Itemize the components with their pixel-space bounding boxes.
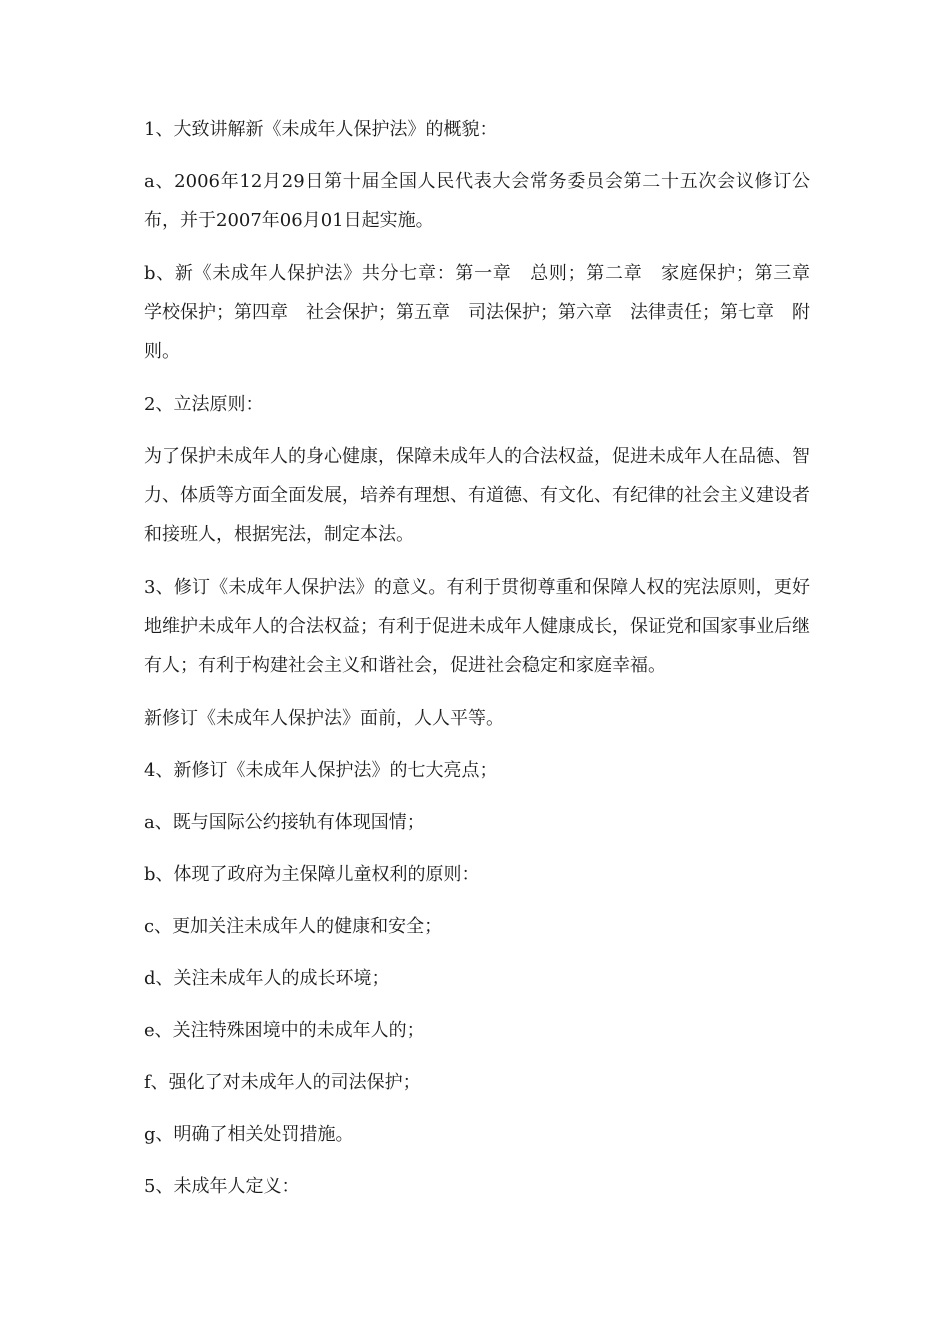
list-item: b、体现了政府为主保障儿童权利的原则： bbox=[144, 864, 480, 885]
list-item: c、更加关注未成年人的健康和安全； bbox=[144, 916, 443, 937]
paragraph-significance: 3、修订《未成年人保护法》的意义。有利于贯彻尊重和保障人权的宪法原则，更好地维护未成年人的合法权益；有利于促进未成年人健康成长，保证党和国家事业后继有人；有利于构建社会主义和谐社会，促进社会稳定和家庭幸福。 bbox=[144, 577, 810, 676]
section-heading-principle: 2、立法原则： bbox=[144, 394, 264, 415]
list-item: a、既与国际公约接轨有体现国情； bbox=[144, 812, 425, 833]
paragraph-chapters: b、新《未成年人保护法》共分七章：第一章 总则；第二章 家庭保护；第三章 学校保护；第四章 社会保护；第五章 司法保护；第六章 法律责任；第七章 附则。 bbox=[144, 263, 828, 362]
section-heading-overview: 1、大致讲解新《未成年人保护法》的概貌： bbox=[144, 119, 498, 140]
paragraph-principle: 为了保护未成年人的身心健康，保障未成年人的合法权益，促进未成年人在品德、智力、体质等方面全面发展，培养有理想、有道德、有文化、有纪律的社会主义建设者和接班人，根据宪法，制定本法。 bbox=[144, 446, 810, 545]
section-heading-highlights: 4、新修订《未成年人保护法》的七大亮点； bbox=[144, 760, 498, 781]
list-item: e、关注特殊困境中的未成年人的； bbox=[144, 1020, 425, 1041]
list-item: f、强化了对未成年人的司法保护； bbox=[144, 1072, 421, 1093]
list-item: g、明确了相关处罚措施。 bbox=[144, 1124, 354, 1145]
list-item: d、关注未成年人的成长环境； bbox=[144, 968, 390, 989]
document-body bbox=[144, 110, 828, 1219]
paragraph-enactment: a、2006年12月29日第十届全国人民代表大会常务委员会第二十五次会议修订公布，并于2007年06月01日起实施。 bbox=[144, 171, 810, 231]
section-heading-definition: 5、未成年人定义： bbox=[144, 1176, 300, 1197]
paragraph-equality: 新修订《未成年人保护法》面前，人人平等。 bbox=[144, 708, 504, 729]
